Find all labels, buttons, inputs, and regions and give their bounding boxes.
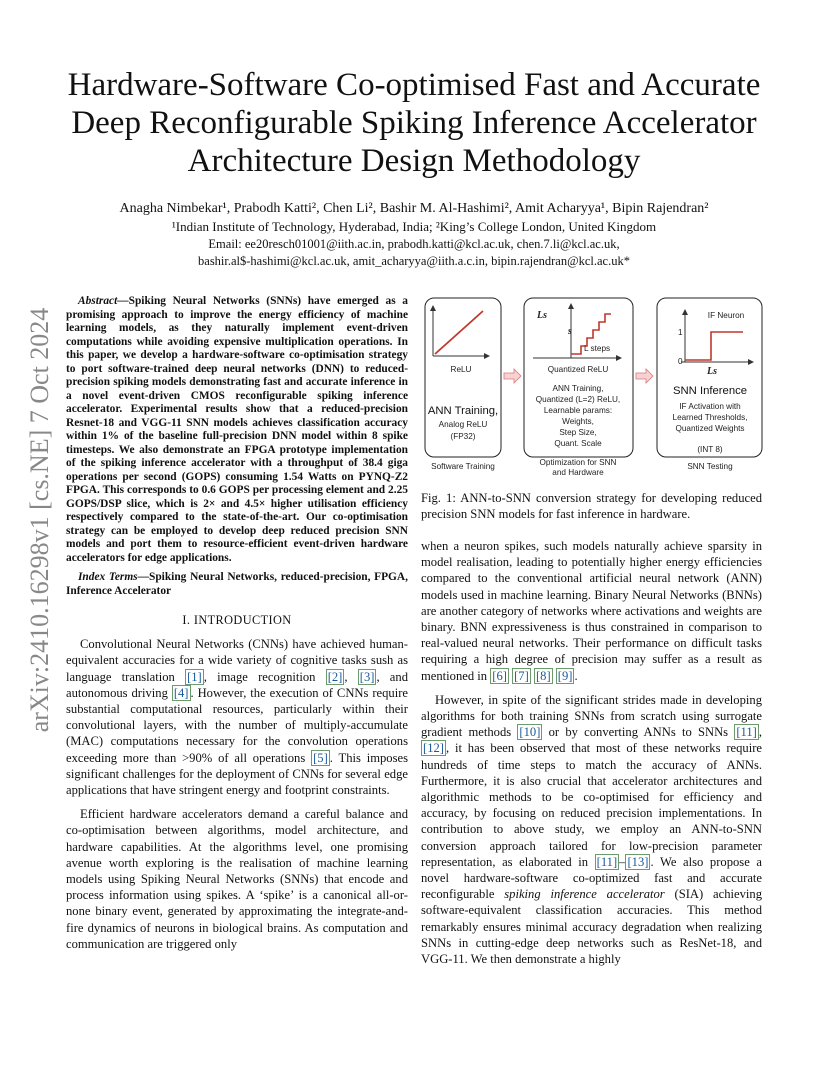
text-run: (SIA) achieving software-equivalent classification accuracies. This method remarkably ensures minimal accuracy degradation when realizing SNNs in cutting-edge deep networks such as ResNet-18, and VGG-11. We then demonstrate a highly: [421, 887, 763, 967]
citation-link[interactable]: [13]: [627, 854, 649, 869]
title-line-1: Hardware-Software Co-optimised Fast and Accurate: [67, 67, 761, 103]
text-run: ,: [344, 669, 358, 684]
citation-link[interactable]: [10]: [519, 725, 541, 740]
index-terms: [66, 571, 408, 598]
citation-link[interactable]: [4]: [173, 685, 189, 700]
email-line-1: Email: ee20resch01001@iith.ac.in, prabodh.katti@kcl.ac.uk, chen.7.li@kcl.ac.uk,: [208, 237, 620, 251]
box2-ls-label: Ls: [537, 310, 547, 321]
index-terms-label: Index Terms—: [78, 571, 150, 583]
text-run: , and autonomous driving: [66, 669, 408, 700]
citation-link[interactable]: [8]: [535, 668, 551, 683]
arrow-1-icon: [504, 369, 521, 383]
box-snn-testing: [657, 298, 762, 457]
citation-link[interactable]: [11]: [596, 854, 618, 869]
box2-caption-1: Optimization for SNN: [539, 458, 617, 467]
figure-1-caption: Fig. 1: ANN-to-SNN conversion strategy for developing reduced precision SNN models for fast inference in hardware.: [421, 491, 762, 521]
email-line-2: bashir.al$-hashimi@kcl.ac.uk, amit_acharyya@iith.a.c.in, bipin.rajendran@kcl.ac.uk*: [198, 254, 630, 268]
left-column: [66, 295, 408, 960]
box1-caption: Software Training: [431, 462, 495, 471]
box1-title: ANN Training,: [427, 405, 499, 417]
citation-link[interactable]: [1]: [187, 669, 202, 684]
citation-link[interactable]: [11]: [736, 725, 757, 740]
citation-link[interactable]: [3]: [359, 669, 375, 684]
right-column: [421, 538, 762, 975]
text-run: . We also propose a novel hardware-software co-optimized fast and accurate reconfigurable: [421, 854, 762, 902]
right-paragraph-1: when a neuron spikes, such models naturally achieve sparsity in model realisation, leading to potentially higher energy efficiencies compared to the conventional artificial neural network (ANN) models used in machine learning. Binary Neural Networks (BNNs) are another category of networks where activations and weights are binary. BNN expressiveness is thus constrained in comparison to real-valued neural networks. Their performance on difficult tasks requiring a high degree of precision may suffer as a result as mentioned in [6] [7] [8] [9] .: [421, 539, 762, 683]
relu-axis-label: ReLU: [450, 365, 472, 374]
title-line-2: Deep Reconfigurable Spiking Inference Accelerator: [71, 105, 757, 141]
box3-one-label: 1: [678, 328, 683, 337]
box2-line-2: Quantized (L=2) ReLU,: [535, 395, 621, 404]
intro-paragraph-1: [66, 636, 408, 798]
affiliations: ¹Indian Institute of Technology, Hyderabad, India; ²King’s College London, United Kingdom: [171, 219, 657, 234]
box3-title: SNN Inference: [672, 385, 748, 397]
italic-term: spiking inference accelerator: [504, 887, 665, 902]
box3-line-2: Learned Thresholds,: [672, 413, 748, 422]
box2-steps-label: L steps: [584, 344, 611, 353]
box1-sub2: (FP32): [450, 432, 476, 441]
box1-sub1: Analog ReLU: [438, 420, 488, 429]
author-list: Anagha Nimbekar¹, Prabodh Katti², Chen Li², Bashir M. Al-Hashimi², Amit Acharyya¹, Bipin Rajendran²: [119, 201, 709, 216]
abstract-label: Abstract—: [78, 295, 129, 307]
box2-caption-2: and Hardware: [552, 468, 604, 476]
box3-neuron-label: IF Neuron: [707, 311, 745, 320]
arrow-2-icon: [636, 369, 653, 383]
index-terms-text: Spiking Neural Networks, reduced-precision, FPGA, Inference Accelerator: [66, 571, 408, 597]
paper-title: [40, 66, 788, 180]
title-line-3: Architecture Design Methodology: [187, 143, 641, 179]
text-run: , it has been observed that most of these networks require hundreds of time steps to match the accuracy of ANNs. Furthermore, it is also crucial that accelerator architectures and algorithmic methods to be co-optimised for efficiency and accuracy, by focusing on reduced precision implementations. In contribution to above study, we employ an ANN-to-SNN conversion approach tailored for low-precision parameter representation, as elaborated in: [421, 741, 762, 869]
citation-link[interactable]: [9]: [557, 668, 573, 683]
text-run: ,: [758, 725, 762, 740]
text-run: , image recognition: [203, 669, 326, 684]
citation-link[interactable]: [7]: [514, 668, 529, 683]
box3-line-1: IF Activation with: [679, 402, 741, 411]
arxiv-stamp: [20, 300, 60, 740]
box3-caption: SNN Testing: [687, 462, 733, 471]
section-heading-introduction: I. INTRODUCTION: [182, 613, 292, 627]
citation-link[interactable]: [6]: [492, 668, 507, 683]
box2-s-label: s: [568, 326, 572, 337]
abstract-text: Spiking Neural Networks (SNNs) have emerged as a promising approach to improve the energy efficiency of machine learning models, as they naturally implement event-driven computations while avoiding expensive multiplication operations. In this paper, we develop a hardware-software co-optimisation strategy to port software-trained deep neural networks (DNN) to reduced-precision spiking models demonstrating fast and accurate inference in a novel event-driven CMOS reconfigurable spiking inference accelerator. Experimental results show that a reduced-precision Resnet-18 and VGG-11 SNN models achieves classification accuracy within 1% of the baseline full-precision DNN model within 8 spike timesteps. We also demonstrate an FPGA prototype implementation of the spiking inference accelerator with a throughput of 38.4 giga operations per second (GOPS) consuming 1.54 Watts on PYNQ-Z2 FPGA. This corresponds to 0.6 GOPS per processing element and 2.25 GOPS/DSP slice, which is 2× and 4.5× higher utilisation efficiency respectively compared to the state-of-the-art. Our co-optimisation strategy can be employed to develop deep reduced precision SNN models and port them to resource-efficient event-driven hardware accelerators for edge applications.: [66, 295, 408, 564]
citation-link[interactable]: [5]: [313, 750, 328, 765]
box2-line-1: ANN Training,: [552, 384, 604, 393]
email-block: [40, 236, 788, 270]
text-run: when a neuron spikes, such models naturally achieve sparsity in model realisation, leading to potentially higher energy efficiencies compared to the conventional artificial neural network (ANN) models used in machine learning. Binary Neural Networks (BNNs) are another category of networks where activations and weights are binary. BNN expressiveness is thus constrained in comparison to real-valued neural networks. Their performance on difficult tasks requiring a high degree of precision may suffer as a result as mentioned in: [421, 539, 762, 683]
citation-link[interactable]: [2]: [327, 669, 343, 684]
right-paragraph-2: [421, 692, 762, 967]
figure-1-diagram: [421, 296, 766, 476]
text-run: However, in spite of the significant strides made in developing algorithms for both training SNNs from scratch using surrogate gradient methods: [421, 692, 762, 740]
box2-line-4: Weights,: [562, 417, 594, 426]
text-run: –: [619, 854, 626, 869]
box2-line-6: Quant. Scale: [554, 439, 602, 448]
citation-link[interactable]: [12]: [423, 741, 444, 756]
box3-line-3: Quantized Weights: [675, 424, 745, 433]
box3-ls-label: Ls: [707, 366, 717, 377]
abstract: [66, 295, 408, 565]
intro-paragraph-2: Efficient hardware accelerators demand a careful balance and co-optimisation between algorithms, model architecture, and hardware capabilities. At the algorithms level, one promising avenue worth exploring is the realisation of machine learning models using Spiking Neural Networks (SNNs) that encode and process information using spikes. A ‘spike’ is a canonical all-or-none binary event, generated by approximating the integrate-and-fire dynamics of neurons in biological brains. As computation and communication are triggered only: [66, 807, 408, 951]
text-run: . This imposes significant challenges for the deployment of CNNs for several edge applications that have stringent energy and footprint constraints.: [66, 750, 408, 798]
box2-line-3: Learnable params:: [543, 406, 613, 415]
text-run: . However, the execution of CNNs require substantial computational resources, particularly within their convolutional layers, with the number of multiply-accumulate (MAC) computations necessary for the convolution operations exceeding more than >90% of all operations: [66, 685, 408, 765]
figure-1: [421, 296, 766, 476]
text-run: Convolutional Neural Networks (CNNs) have achieved human-equivalent accuracies for a wide variety of cognitive tasks sush as language translation: [66, 637, 408, 684]
box3-zero-label: 0: [678, 357, 683, 366]
box2-line-5: Step Size,: [559, 428, 597, 437]
arxiv-id: arXiv:2410.16298v1 [cs.NE] 7 Oct 2024: [25, 307, 54, 733]
box2-axis-label: Quantized ReLU: [547, 365, 609, 374]
box3-line-4: (INT 8): [697, 445, 723, 454]
text-run: or by converting ANNs to SNNs: [542, 725, 735, 740]
